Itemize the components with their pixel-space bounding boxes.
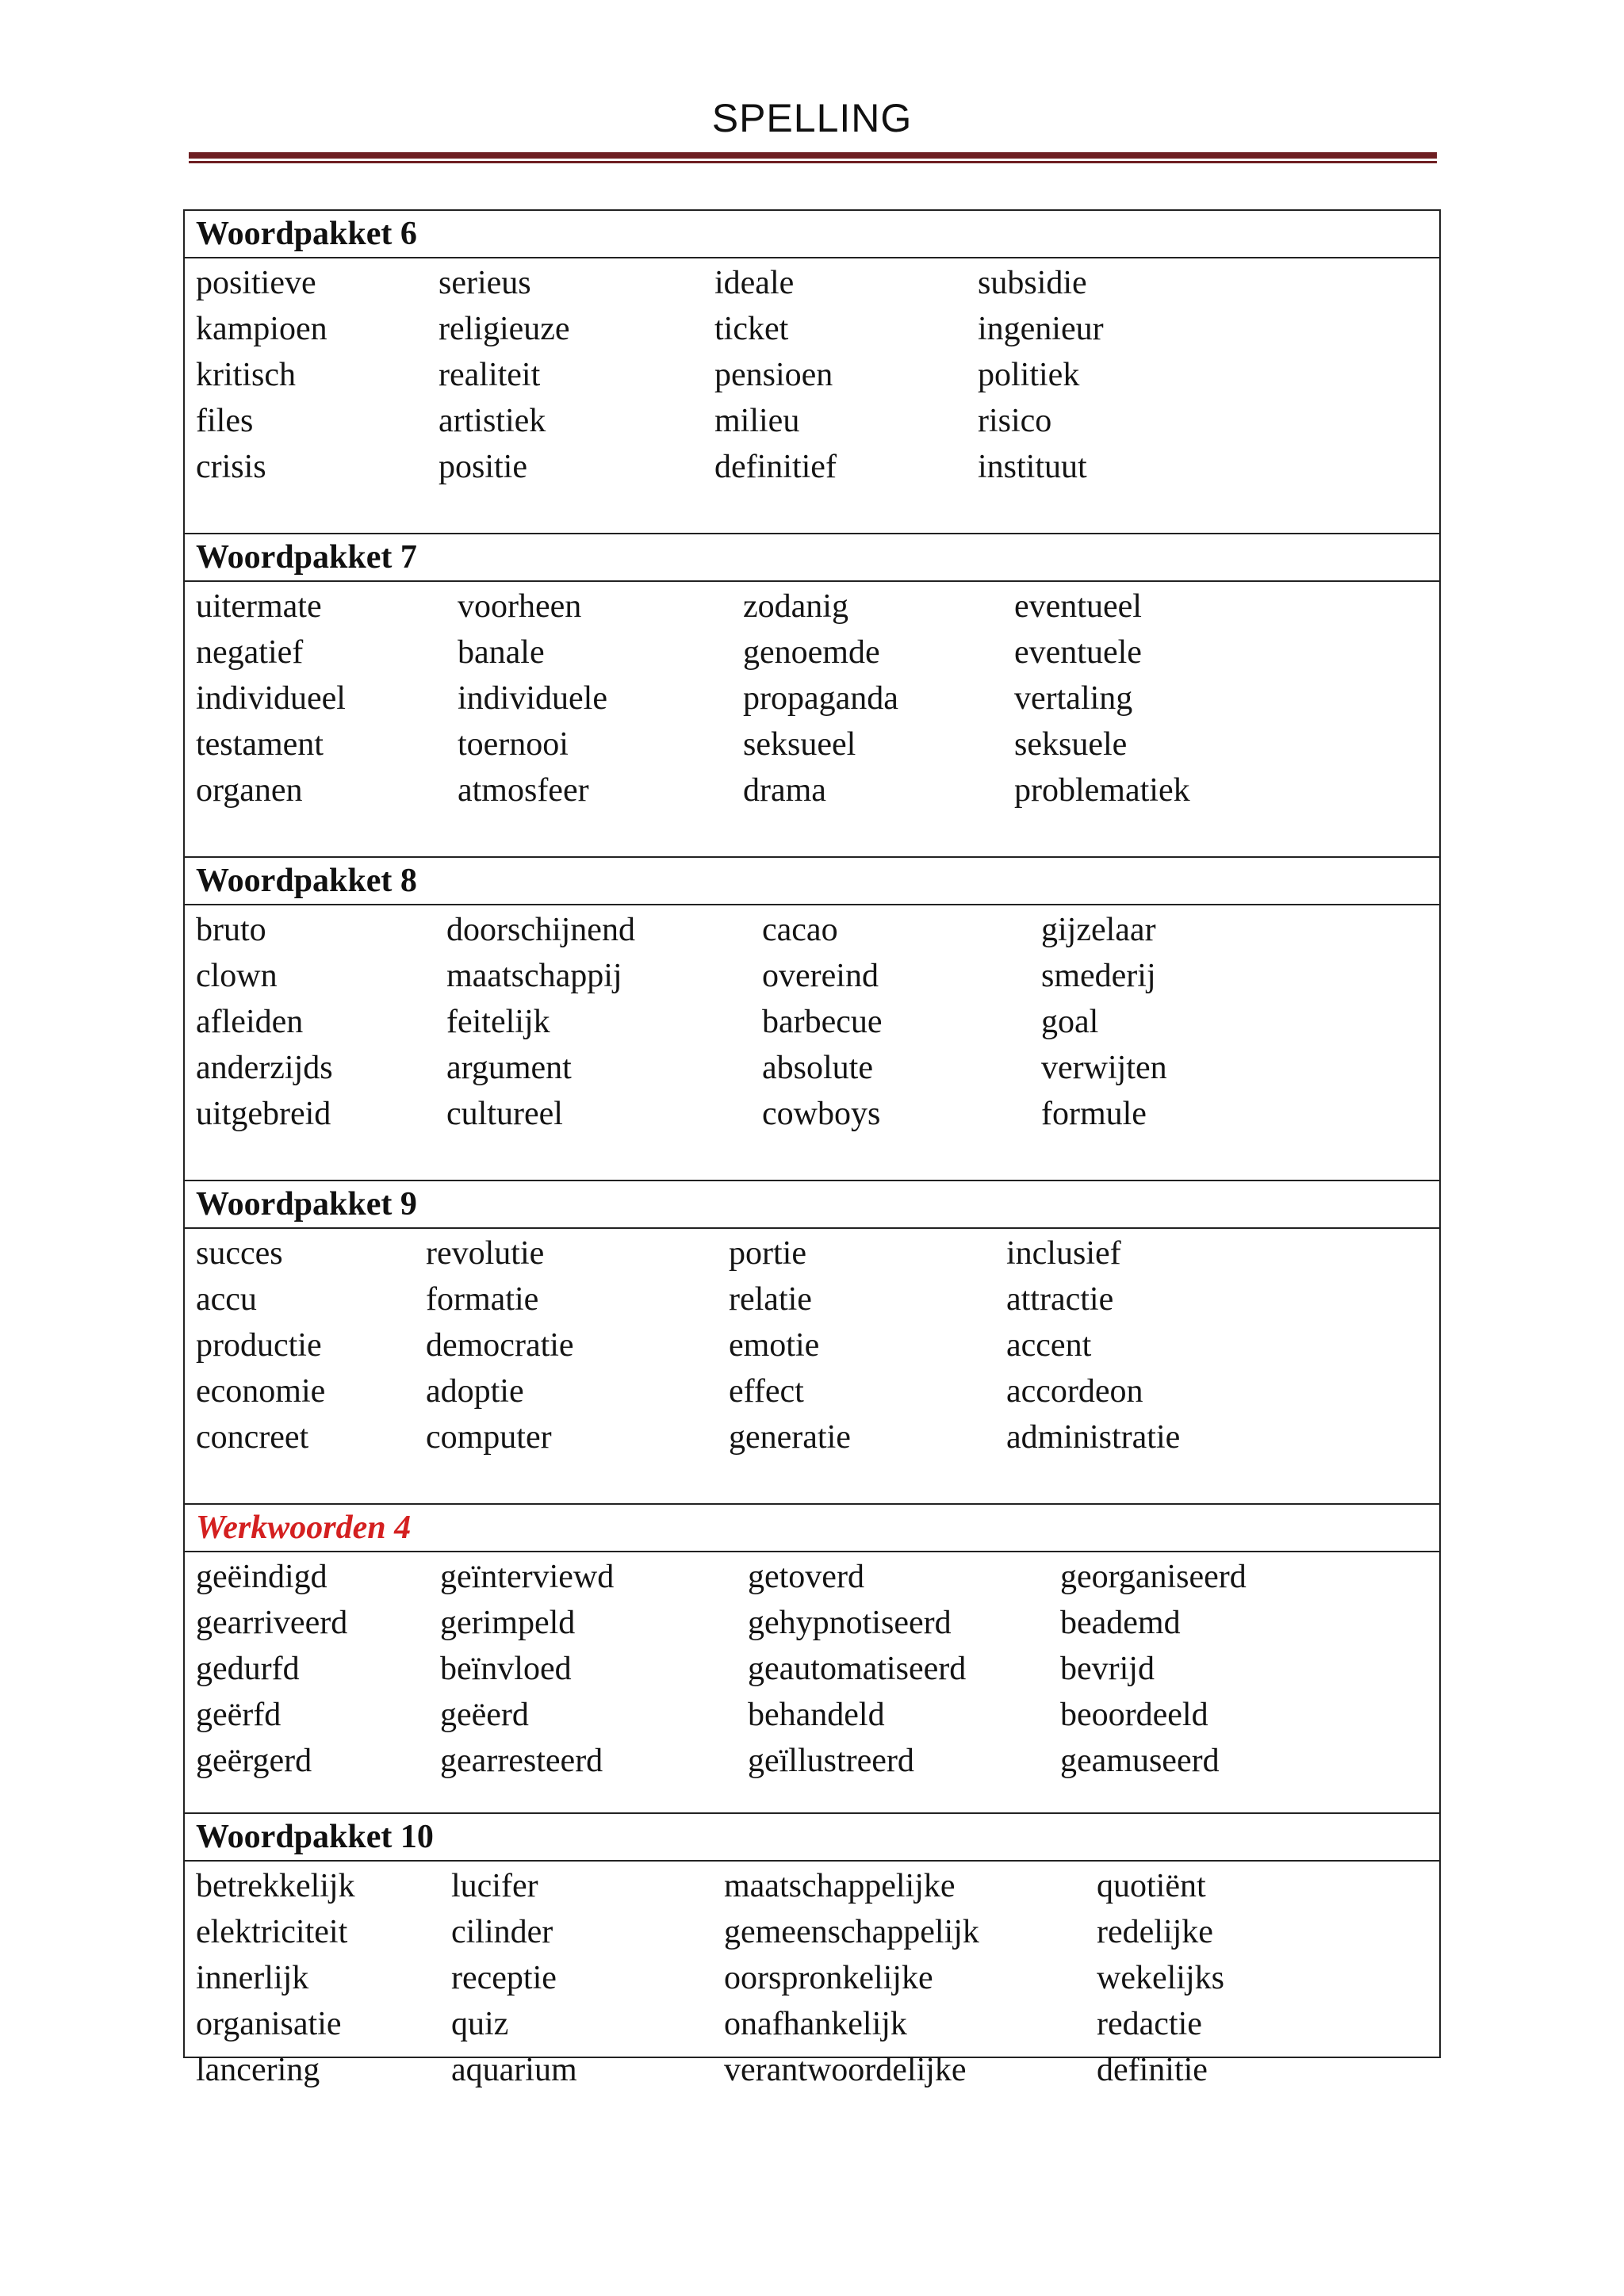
word-cell: toernooi	[458, 726, 569, 763]
word-cell: economie	[196, 1373, 326, 1410]
word-cell: gerimpeld	[440, 1605, 576, 1641]
word-row	[185, 675, 1439, 721]
word-row	[185, 953, 1439, 999]
word-cell: ingenieur	[978, 311, 1104, 347]
word-row	[185, 1955, 1439, 2001]
word-cell: bevrijd	[1060, 1651, 1155, 1687]
word-row	[185, 398, 1439, 444]
word-cell: definitief	[714, 449, 837, 485]
word-cell: geïnterviewd	[440, 1559, 615, 1595]
word-cell: eventuele	[1014, 634, 1142, 671]
word-cell: testament	[196, 726, 324, 763]
word-cell: cowboys	[762, 1096, 881, 1132]
word-cell: definitie	[1097, 2052, 1208, 2088]
word-cell: receptie	[451, 1960, 557, 1996]
section-header: Woordpakket 7	[185, 534, 1439, 582]
word-cell: accordeon	[1006, 1373, 1143, 1410]
title-rule-thick	[189, 152, 1437, 159]
word-cell: bruto	[196, 912, 266, 948]
word-cell: verwijten	[1041, 1050, 1167, 1086]
word-row	[185, 1692, 1439, 1738]
word-cell: negatief	[196, 634, 304, 671]
word-cell: barbecue	[762, 1004, 883, 1040]
word-cell: ideale	[714, 265, 795, 301]
word-cell: formule	[1041, 1096, 1147, 1132]
word-cell: oorspronkelijke	[724, 1960, 933, 1996]
word-row	[185, 767, 1439, 813]
word-cell: atmosfeer	[458, 772, 589, 809]
word-cell: religieuze	[439, 311, 570, 347]
word-cell: pensioen	[714, 357, 833, 393]
word-cell: generatie	[729, 1419, 851, 1456]
word-cell: aquarium	[451, 2052, 577, 2088]
word-cell: inclusief	[1006, 1235, 1121, 1272]
word-cell: smederij	[1041, 958, 1156, 994]
word-row	[185, 1738, 1439, 1784]
word-cell: seksueel	[743, 726, 856, 763]
word-cell: positieve	[196, 265, 316, 301]
word-cell: accent	[1006, 1327, 1092, 1364]
word-cell: drama	[743, 772, 826, 809]
word-cell: gehypnotiseerd	[748, 1605, 952, 1641]
word-cell: innerlijk	[196, 1960, 309, 1996]
word-row	[185, 1091, 1439, 1137]
word-row	[185, 1863, 1439, 1909]
word-cell: lancering	[196, 2052, 320, 2088]
word-cell: serieus	[439, 265, 531, 301]
word-cell: redelijke	[1097, 1914, 1213, 1950]
word-row	[185, 306, 1439, 352]
word-row	[185, 352, 1439, 398]
word-cell: georganiseerd	[1060, 1559, 1247, 1595]
word-cell: kampioen	[196, 311, 327, 347]
word-cell: organisatie	[196, 2006, 342, 2042]
word-row	[185, 1045, 1439, 1091]
word-cell: computer	[426, 1419, 552, 1456]
word-cell: milieu	[714, 403, 800, 439]
word-cell: productie	[196, 1327, 322, 1364]
word-cell: ticket	[714, 311, 789, 347]
word-cell: beademd	[1060, 1605, 1181, 1641]
word-cell: goal	[1041, 1004, 1099, 1040]
word-cell: uitermate	[196, 588, 322, 625]
word-cell: crisis	[196, 449, 266, 485]
word-row	[185, 2047, 1439, 2093]
word-cell: geautomatiseerd	[748, 1651, 967, 1687]
word-cell: geëerd	[440, 1697, 529, 1733]
section-header: Woordpakket 9	[185, 1181, 1439, 1229]
word-cell: effect	[729, 1373, 804, 1410]
word-row	[185, 1368, 1439, 1414]
word-cell: adoptie	[426, 1373, 524, 1410]
word-cell: problematiek	[1014, 772, 1190, 809]
word-cell: cilinder	[451, 1914, 553, 1950]
word-row	[185, 999, 1439, 1045]
word-cell: risico	[978, 403, 1052, 439]
word-row	[185, 260, 1439, 306]
word-row	[185, 1414, 1439, 1460]
word-cell: gearresteerd	[440, 1743, 603, 1779]
word-cell: geërfd	[196, 1697, 282, 1733]
word-cell: eventueel	[1014, 588, 1142, 625]
word-cell: cultureel	[446, 1096, 563, 1132]
word-cell: doorschijnend	[446, 912, 635, 948]
word-cell: overeind	[762, 958, 879, 994]
section-header: Werkwoorden 4	[185, 1505, 1439, 1552]
word-cell: individuele	[458, 680, 607, 717]
word-cell: accu	[196, 1281, 257, 1318]
word-cell: afleiden	[196, 1004, 304, 1040]
word-cell: portie	[729, 1235, 806, 1272]
word-cell: propaganda	[743, 680, 898, 717]
word-cell: uitgebreid	[196, 1096, 331, 1132]
word-row	[185, 721, 1439, 767]
word-cell: realiteit	[439, 357, 541, 393]
word-cell: zodanig	[743, 588, 848, 625]
word-cell: geamuseerd	[1060, 1743, 1220, 1779]
word-cell: beoordeeld	[1060, 1697, 1208, 1733]
word-cell: attractie	[1006, 1281, 1114, 1318]
word-cell: anderzijds	[196, 1050, 333, 1086]
word-cell: concreet	[196, 1419, 309, 1456]
word-cell: kritisch	[196, 357, 296, 393]
section-header: Woordpakket 6	[185, 211, 1439, 258]
word-cell: artistiek	[439, 403, 546, 439]
word-row	[185, 1646, 1439, 1692]
word-row	[185, 1554, 1439, 1600]
word-cell: gijzelaar	[1041, 912, 1156, 948]
word-cell: maatschappij	[446, 958, 622, 994]
word-cell: positie	[439, 449, 527, 485]
word-cell: feitelijk	[446, 1004, 550, 1040]
word-cell: vertaling	[1014, 680, 1133, 717]
word-cell: maatschappelijke	[724, 1868, 956, 1904]
word-cell: democratie	[426, 1327, 574, 1364]
title-rule	[189, 152, 1437, 163]
word-cell: geëindigd	[196, 1559, 327, 1595]
word-row	[185, 1322, 1439, 1368]
word-cell: gemeenschappelijk	[724, 1914, 979, 1950]
word-row	[185, 907, 1439, 953]
word-cell: organen	[196, 772, 303, 809]
word-cell: getoverd	[748, 1559, 864, 1595]
word-cell: wekelijks	[1097, 1960, 1224, 1996]
word-cell: seksuele	[1014, 726, 1128, 763]
word-cell: cacao	[762, 912, 838, 948]
word-cell: formatie	[426, 1281, 539, 1318]
section-header: Woordpakket 8	[185, 858, 1439, 905]
word-cell: betrekkelijk	[196, 1868, 355, 1904]
word-cell: quotiënt	[1097, 1868, 1206, 1904]
word-cell: voorheen	[458, 588, 582, 625]
word-cell: lucifer	[451, 1868, 538, 1904]
word-cell: quiz	[451, 2006, 509, 2042]
word-row	[185, 584, 1439, 629]
word-cell: revolutie	[426, 1235, 545, 1272]
word-cell: gedurfd	[196, 1651, 300, 1687]
word-cell: verantwoordelijke	[724, 2052, 967, 2088]
word-cell: geïllustreerd	[748, 1743, 914, 1779]
word-cell: beïnvloed	[440, 1651, 572, 1687]
title-rule-thin	[189, 161, 1437, 163]
word-cell: elektriciteit	[196, 1914, 348, 1950]
word-cell: clown	[196, 958, 278, 994]
word-cell: behandeld	[748, 1697, 885, 1733]
word-cell: subsidie	[978, 265, 1087, 301]
word-cell: gearriveerd	[196, 1605, 348, 1641]
word-cell: onafhankelijk	[724, 2006, 907, 2042]
word-cell: banale	[458, 634, 545, 671]
word-cell: absolute	[762, 1050, 873, 1086]
word-row	[185, 1600, 1439, 1646]
section-header: Woordpakket 10	[185, 1814, 1439, 1862]
page-title: SPELLING	[711, 96, 913, 140]
word-cell: succes	[196, 1235, 283, 1272]
word-cell: individueel	[196, 680, 346, 717]
word-cell: administratie	[1006, 1419, 1181, 1456]
word-row	[185, 1276, 1439, 1322]
word-row	[185, 444, 1439, 490]
word-cell: politiek	[978, 357, 1080, 393]
word-table	[183, 209, 1441, 2088]
word-cell: argument	[446, 1050, 572, 1086]
word-cell: instituut	[978, 449, 1087, 485]
word-row	[185, 2001, 1439, 2047]
word-cell: files	[196, 403, 254, 439]
word-cell: relatie	[729, 1281, 812, 1318]
word-row	[185, 1230, 1439, 1276]
word-cell: redactie	[1097, 2006, 1202, 2042]
word-cell: genoemde	[743, 634, 880, 671]
word-row	[185, 629, 1439, 675]
word-row	[185, 1909, 1439, 1955]
word-cell: emotie	[729, 1327, 820, 1364]
word-cell: geërgerd	[196, 1743, 312, 1779]
